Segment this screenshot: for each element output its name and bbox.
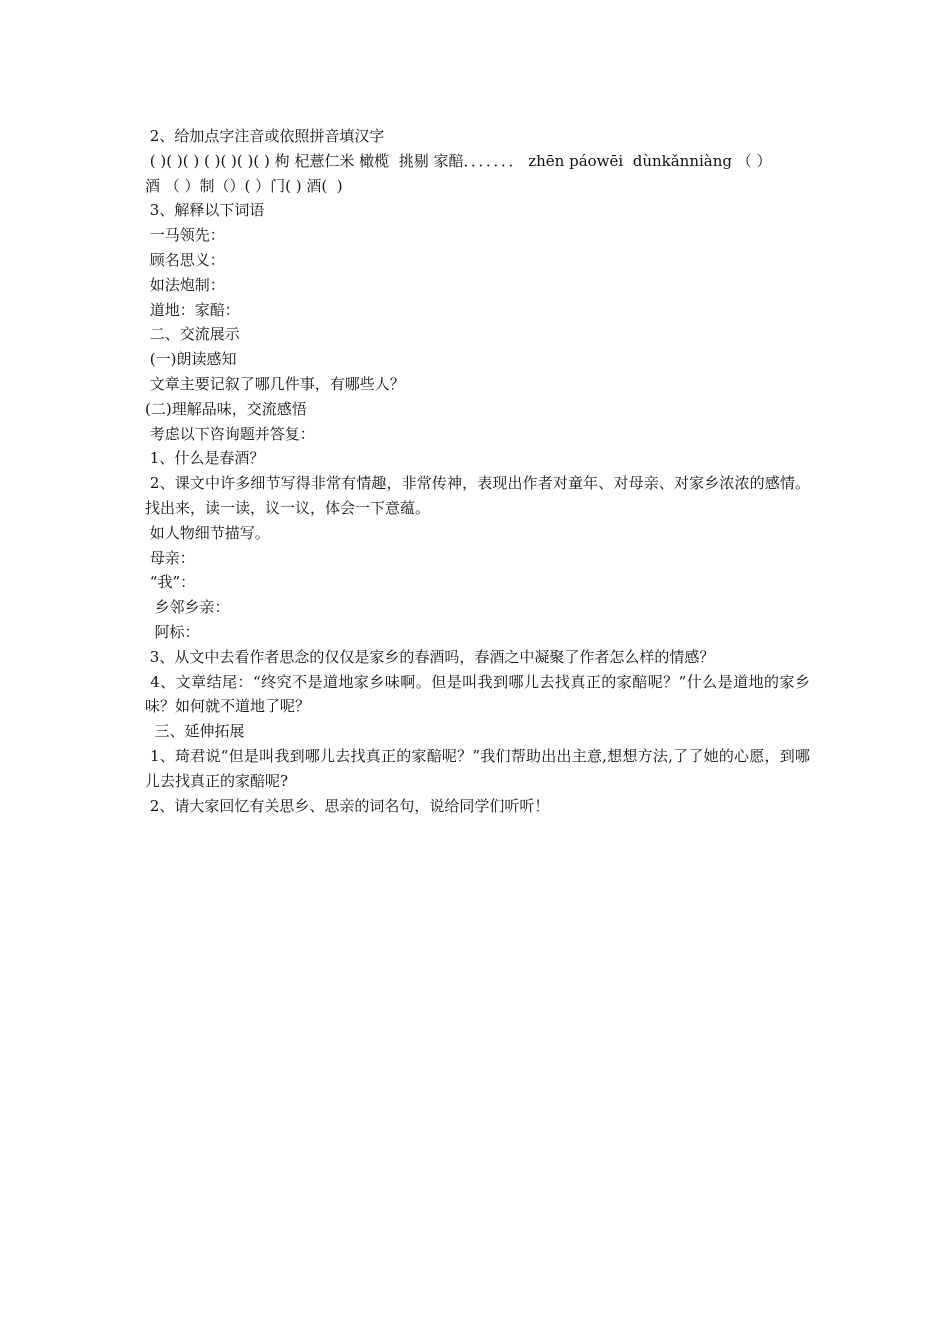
detail-example: 如人物细节描写。	[145, 523, 270, 542]
pinyin-exercise-line-1: ( )( )( ) ( )( )( )( ) 枸 杞薏仁米 橄榄 挑剔 家醅．．．．．．． zhēn páowēi dùnkǎnniàng （ ）	[145, 151, 772, 170]
subsection-reading: (一)朗读感知	[145, 350, 237, 369]
character-neighbors: 乡邻乡亲：	[145, 598, 230, 617]
character-abiao: 阿标：	[145, 622, 200, 641]
reading-question: 文章主要记叙了哪几件事，有哪些人？	[145, 374, 405, 393]
character-mother: 母亲：	[145, 548, 195, 567]
term-yimalingxian: 一马领先：	[145, 226, 225, 245]
term-rufapaozhi: 如法炮制：	[145, 275, 225, 294]
instruction-line: 考虑以下咨询题并答复：	[145, 424, 315, 443]
document-body	[145, 124, 810, 818]
subsection-understanding: (二)理解品味，交流感悟	[145, 399, 307, 418]
term-gumingsiyi: 顾名思义：	[145, 250, 225, 269]
question-4: 4、文章结尾：“终究不是道地家乡味啊。但是叫我到哪儿去找真正的家醅呢？”什么是道地的家乡味？如何就不道地了呢？	[145, 672, 810, 716]
question-3: 3、从文中去看作者思念的仅仅是家乡的春酒吗，春酒之中凝聚了作者怎么样的情感？	[145, 647, 715, 666]
section-3-heading: 三、延伸拓展	[145, 722, 245, 741]
question-2-heading: 2、给加点字注音或依照拼音填汉字	[145, 127, 385, 145]
section-2-heading: 二、交流展示	[145, 325, 240, 344]
extension-question-2: 2、请大家回忆有关思乡、思亲的词名句，说给同学们听听！	[145, 796, 550, 815]
question-1: 1、什么是春酒？	[145, 449, 265, 468]
pinyin-exercise-line-2: 酒 （ ）制（）( ）门( ) 酒( )	[145, 176, 343, 195]
question-3-heading: 3、解释以下词语	[145, 201, 265, 220]
character-me: “我”：	[145, 573, 196, 592]
term-daodi-jiapei: 道地：家醅：	[145, 300, 240, 319]
extension-question-1: 1、琦君说“但是叫我到哪儿去找真正的家醅呢？”我们帮助出出主意,想想方法,了了她的心愿，到哪儿去找真正的家醅呢?	[145, 746, 810, 790]
question-2: 2、课文中许多细节写得非常有情趣，非常传神，表现出作者对童年、对母亲、对家乡浓浓的感情。找出来，读一读，议一议，体会一下意蕴。	[145, 474, 810, 517]
